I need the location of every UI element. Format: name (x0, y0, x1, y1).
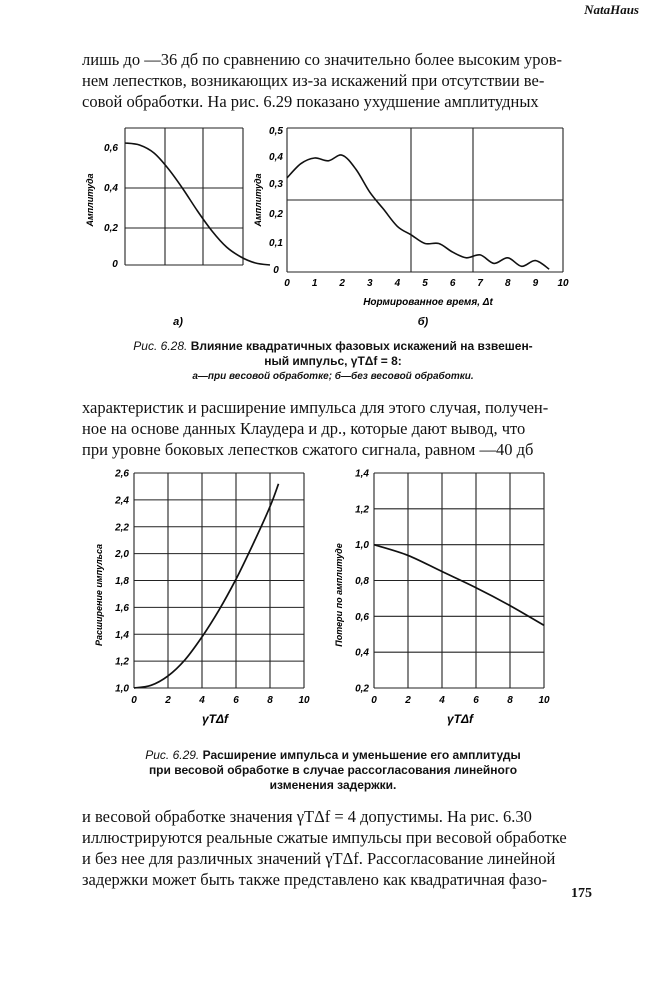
y-tick-label: 2,0 (115, 549, 129, 561)
x-tick-label: 7 (477, 278, 483, 289)
text-line: и весовой обработке значения γTΔf = 4 допустимы. На рис. 6.30 (82, 807, 532, 826)
page-number: 175 (571, 886, 592, 901)
paragraph-3 (82, 806, 590, 890)
y-tick-label: 0,3 (269, 179, 283, 190)
x-axis-label: γTΔf (201, 712, 229, 726)
y-tick-label: 2,4 (115, 495, 129, 507)
x-tick-label: 2 (165, 695, 171, 706)
y-axis-label: Амплитуда (253, 173, 263, 227)
y-tick-label: 0,6 (355, 611, 369, 623)
x-tick-label: 8 (507, 695, 513, 706)
y-tick-label: 1,4 (115, 629, 129, 641)
y-tick-label: 0,4 (355, 647, 369, 659)
text-line: задержки может быть также представлено как квадратичная фазо- (82, 870, 548, 889)
y-tick-label: 1,6 (115, 602, 129, 614)
x-tick-label: 0 (131, 695, 137, 706)
y-tick-label: 0 (273, 265, 279, 276)
figure-6-28 (78, 120, 588, 335)
watermark: NataHaus (584, 2, 639, 17)
x-tick-label: 4 (199, 695, 205, 706)
x-tick-label: 10 (538, 695, 550, 706)
caption-lead: Рис. 6.29. (145, 748, 200, 762)
figure-6-28-caption (78, 339, 588, 384)
y-tick-label: 0,2 (269, 209, 283, 220)
figure-6-29 (90, 465, 570, 740)
paragraph-2 (82, 397, 590, 460)
caption-text: Расширение импульса и уменьшение его амплитуды (202, 748, 521, 762)
x-tick-label: 0 (371, 695, 377, 706)
caption-text: Влияние квадратичных фазовых искажений на взвешен- (190, 339, 533, 353)
paragraph-1 (82, 49, 590, 112)
x-tick-label: 4 (439, 695, 445, 706)
x-axis-label: Нормированное время, Δt (363, 297, 493, 308)
x-tick-label: 5 (422, 278, 428, 289)
panel-label-b: б) (417, 316, 429, 328)
text-line: иллюстрируются реальные сжатые импульсы при весовой обработке (82, 828, 567, 847)
chart-6-29a (94, 469, 310, 727)
series-line (287, 155, 549, 269)
series-line (374, 545, 544, 626)
chart-6-28a (85, 128, 270, 328)
caption-sub: а—при весовой обработке; б—без весовой обработки. (192, 371, 474, 382)
figure-6-29-caption (78, 748, 588, 793)
x-tick-label: 1 (311, 278, 318, 289)
caption-lead: Рис. 6.28. (133, 339, 188, 353)
x-tick-label: 2 (405, 695, 411, 706)
x-tick-label: 8 (505, 278, 511, 289)
x-tick-label: 9 (532, 278, 539, 289)
text-line: и без нее для различных значений γTΔf. Рассогласование линейной (82, 849, 556, 868)
caption-line: ный импульс, γTΔf = 8: (264, 354, 402, 368)
y-tick-label: 1,2 (115, 656, 129, 668)
text-line: нем лепестков, возникающих из-за искажений при отсутствии ве- (82, 71, 545, 90)
text-line: ное на основе данных Клаудера и др., которые дают вывод, что (82, 419, 526, 438)
x-tick-label: 6 (233, 695, 239, 706)
x-tick-label: 8 (267, 695, 273, 706)
x-tick-label: 6 (473, 695, 479, 706)
y-tick-label: 0,6 (104, 143, 118, 154)
y-tick-label: 2,6 (115, 468, 129, 480)
y-tick-label: 1,0 (115, 683, 129, 695)
x-tick-label: 10 (298, 695, 310, 706)
y-tick-label: 0 (112, 259, 118, 270)
x-tick-label: 2 (339, 278, 345, 289)
text-line: характеристик и расширение импульса для этого случая, получен- (82, 398, 549, 417)
y-tick-label: 0,2 (355, 683, 369, 695)
y-tick-label: 0,1 (269, 238, 283, 249)
chart-6-28b (253, 126, 569, 328)
y-tick-label: 1,8 (115, 576, 129, 587)
y-tick-label: 1,2 (355, 504, 369, 516)
y-tick-label: 0,2 (104, 223, 118, 234)
x-tick-label: 0 (284, 278, 290, 289)
x-axis-label: γTΔf (446, 712, 474, 726)
y-tick-label: 0,4 (269, 152, 283, 163)
caption-line: при весовой обработке в случае рассогласования линейного (148, 763, 518, 777)
y-axis-label: Потери по амплитуде (334, 543, 344, 647)
y-tick-label: 0,4 (104, 183, 118, 194)
panel-label-a: а) (173, 316, 183, 328)
x-tick-label: 10 (557, 278, 569, 289)
y-tick-label: 0,8 (355, 576, 369, 587)
y-tick-label: 2,2 (115, 522, 129, 534)
text-line: при уровне боковых лепестков сжатого сигнала, равном —40 дб (82, 440, 534, 459)
y-tick-label: 0,5 (269, 126, 283, 137)
y-tick-label: 1,4 (355, 468, 369, 480)
y-axis-label: Расширение импульса (94, 543, 104, 647)
caption-line: изменения задержки. (269, 778, 397, 792)
x-tick-label: 4 (394, 278, 401, 289)
y-axis-label: Амплитуда (85, 173, 95, 227)
x-tick-label: 6 (449, 278, 456, 289)
text-line: совой обработки. На рис. 6.29 показано ухудшение амплитудных (82, 92, 539, 111)
x-tick-label: 3 (367, 278, 373, 289)
series-line (125, 143, 270, 265)
text-line: лишь до —36 дб по сравнению со значительно более высоким уров- (82, 50, 563, 69)
chart-6-29b (334, 469, 550, 727)
y-tick-label: 1,0 (355, 540, 369, 552)
series-line (134, 484, 279, 688)
